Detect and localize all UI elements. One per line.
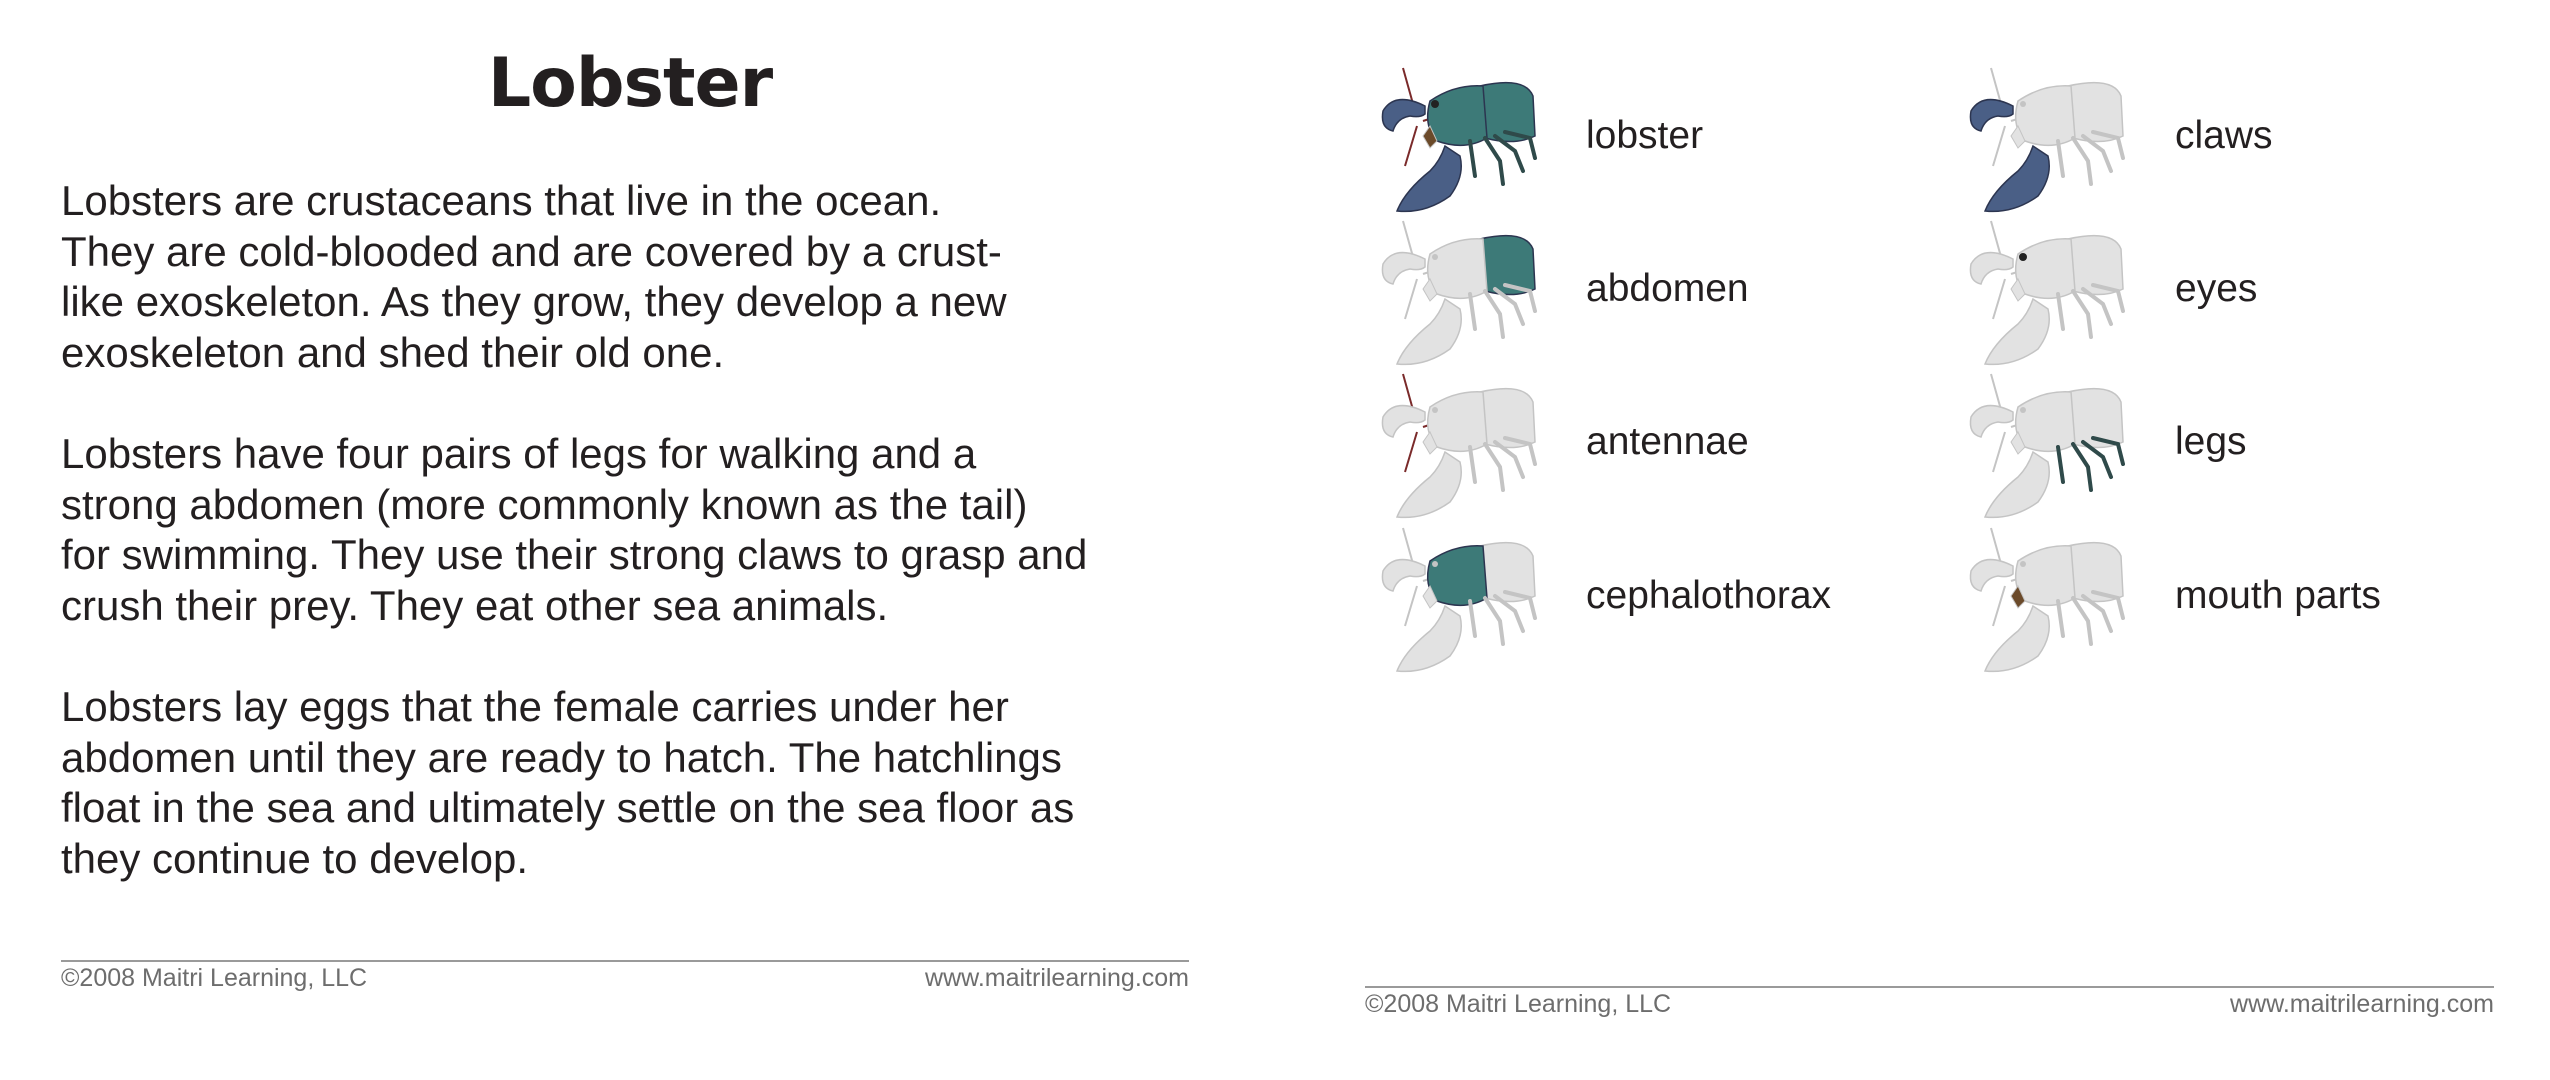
paragraph-line: float in the sea and ultimately settle on the sea floor as (61, 784, 1075, 831)
paragraph (61, 176, 1007, 378)
paragraph (61, 682, 1074, 884)
lobster-cephalothorax-image (1375, 526, 1545, 676)
eyes-part (2020, 101, 2026, 107)
eyes-part (1432, 561, 1438, 567)
paragraph-line: they continue to develop. (61, 834, 529, 882)
footer-copyright: ©2008 Maitri Learning, LLC (61, 964, 368, 992)
paragraph-line: crush their prey. They eat other sea animals. (61, 581, 889, 629)
card-label: legs (2175, 420, 2247, 463)
card-label: claws (2175, 114, 2273, 157)
paragraph-line: like exoskeleton. As they grow, they develop a new (61, 278, 1007, 325)
cephalothorax-part (1428, 86, 1487, 146)
lobster-claws-image (1963, 66, 2133, 216)
card-label: antennae (1586, 420, 1749, 463)
paragraph-line: They are cold-blooded and are covered by a crust- (61, 227, 1002, 275)
eyes-part (2020, 561, 2026, 567)
footer-url: www.maitrilearning.com (925, 964, 1189, 992)
lobster-all-image (1375, 66, 1545, 216)
lobster-mouth-image (1963, 526, 2133, 676)
card-label: abdomen (1586, 267, 1749, 310)
lobster-antennae-image (1375, 372, 1545, 522)
cephalothorax-part (1428, 239, 1487, 299)
paragraph-line: Lobsters lay eggs that the female carries under her (61, 683, 1009, 730)
eyes-part (1432, 254, 1438, 260)
cephalothorax-part (2016, 86, 2075, 146)
eyes-part (2020, 407, 2026, 413)
page-title: Lobster (487, 44, 773, 123)
paragraph-line: Lobsters have four pairs of legs for walking and a (61, 430, 977, 477)
eyes-part (1431, 100, 1439, 108)
card-label: eyes (2175, 267, 2258, 310)
cephalothorax-part (2016, 546, 2075, 606)
footer-divider (61, 960, 1189, 962)
paragraph (61, 429, 1087, 631)
lobster-abdomen-image (1375, 219, 1545, 369)
card-label: mouth parts (2175, 574, 2381, 617)
card-label: cephalothorax (1586, 574, 1832, 617)
lobster-eyes-image (1963, 219, 2133, 369)
paragraph-line: strong abdomen (more commonly known as the tail) (61, 480, 1028, 528)
cephalothorax-part (2016, 239, 2075, 299)
footer-url: www.maitrilearning.com (2230, 990, 2494, 1018)
eyes-part (1432, 407, 1438, 413)
paragraph-line: for swimming. They use their strong claws to grasp and (61, 531, 1088, 578)
paragraph-line: abdomen until they are ready to hatch. The hatchlings (61, 733, 1062, 781)
cephalothorax-part (2016, 392, 2075, 452)
footer-divider (1365, 986, 2494, 988)
footer-copyright: ©2008 Maitri Learning, LLC (1365, 990, 1672, 1018)
lobster-legs-image (1963, 372, 2133, 522)
paragraph-line: exoskeleton and shed their old one. (61, 328, 725, 376)
paragraph-line: Lobsters are crustaceans that live in the ocean. (61, 177, 942, 224)
cephalothorax-part (1428, 392, 1487, 452)
eyes-part (2019, 253, 2027, 261)
card-label: lobster (1586, 114, 1704, 157)
cephalothorax-part (1428, 546, 1487, 606)
